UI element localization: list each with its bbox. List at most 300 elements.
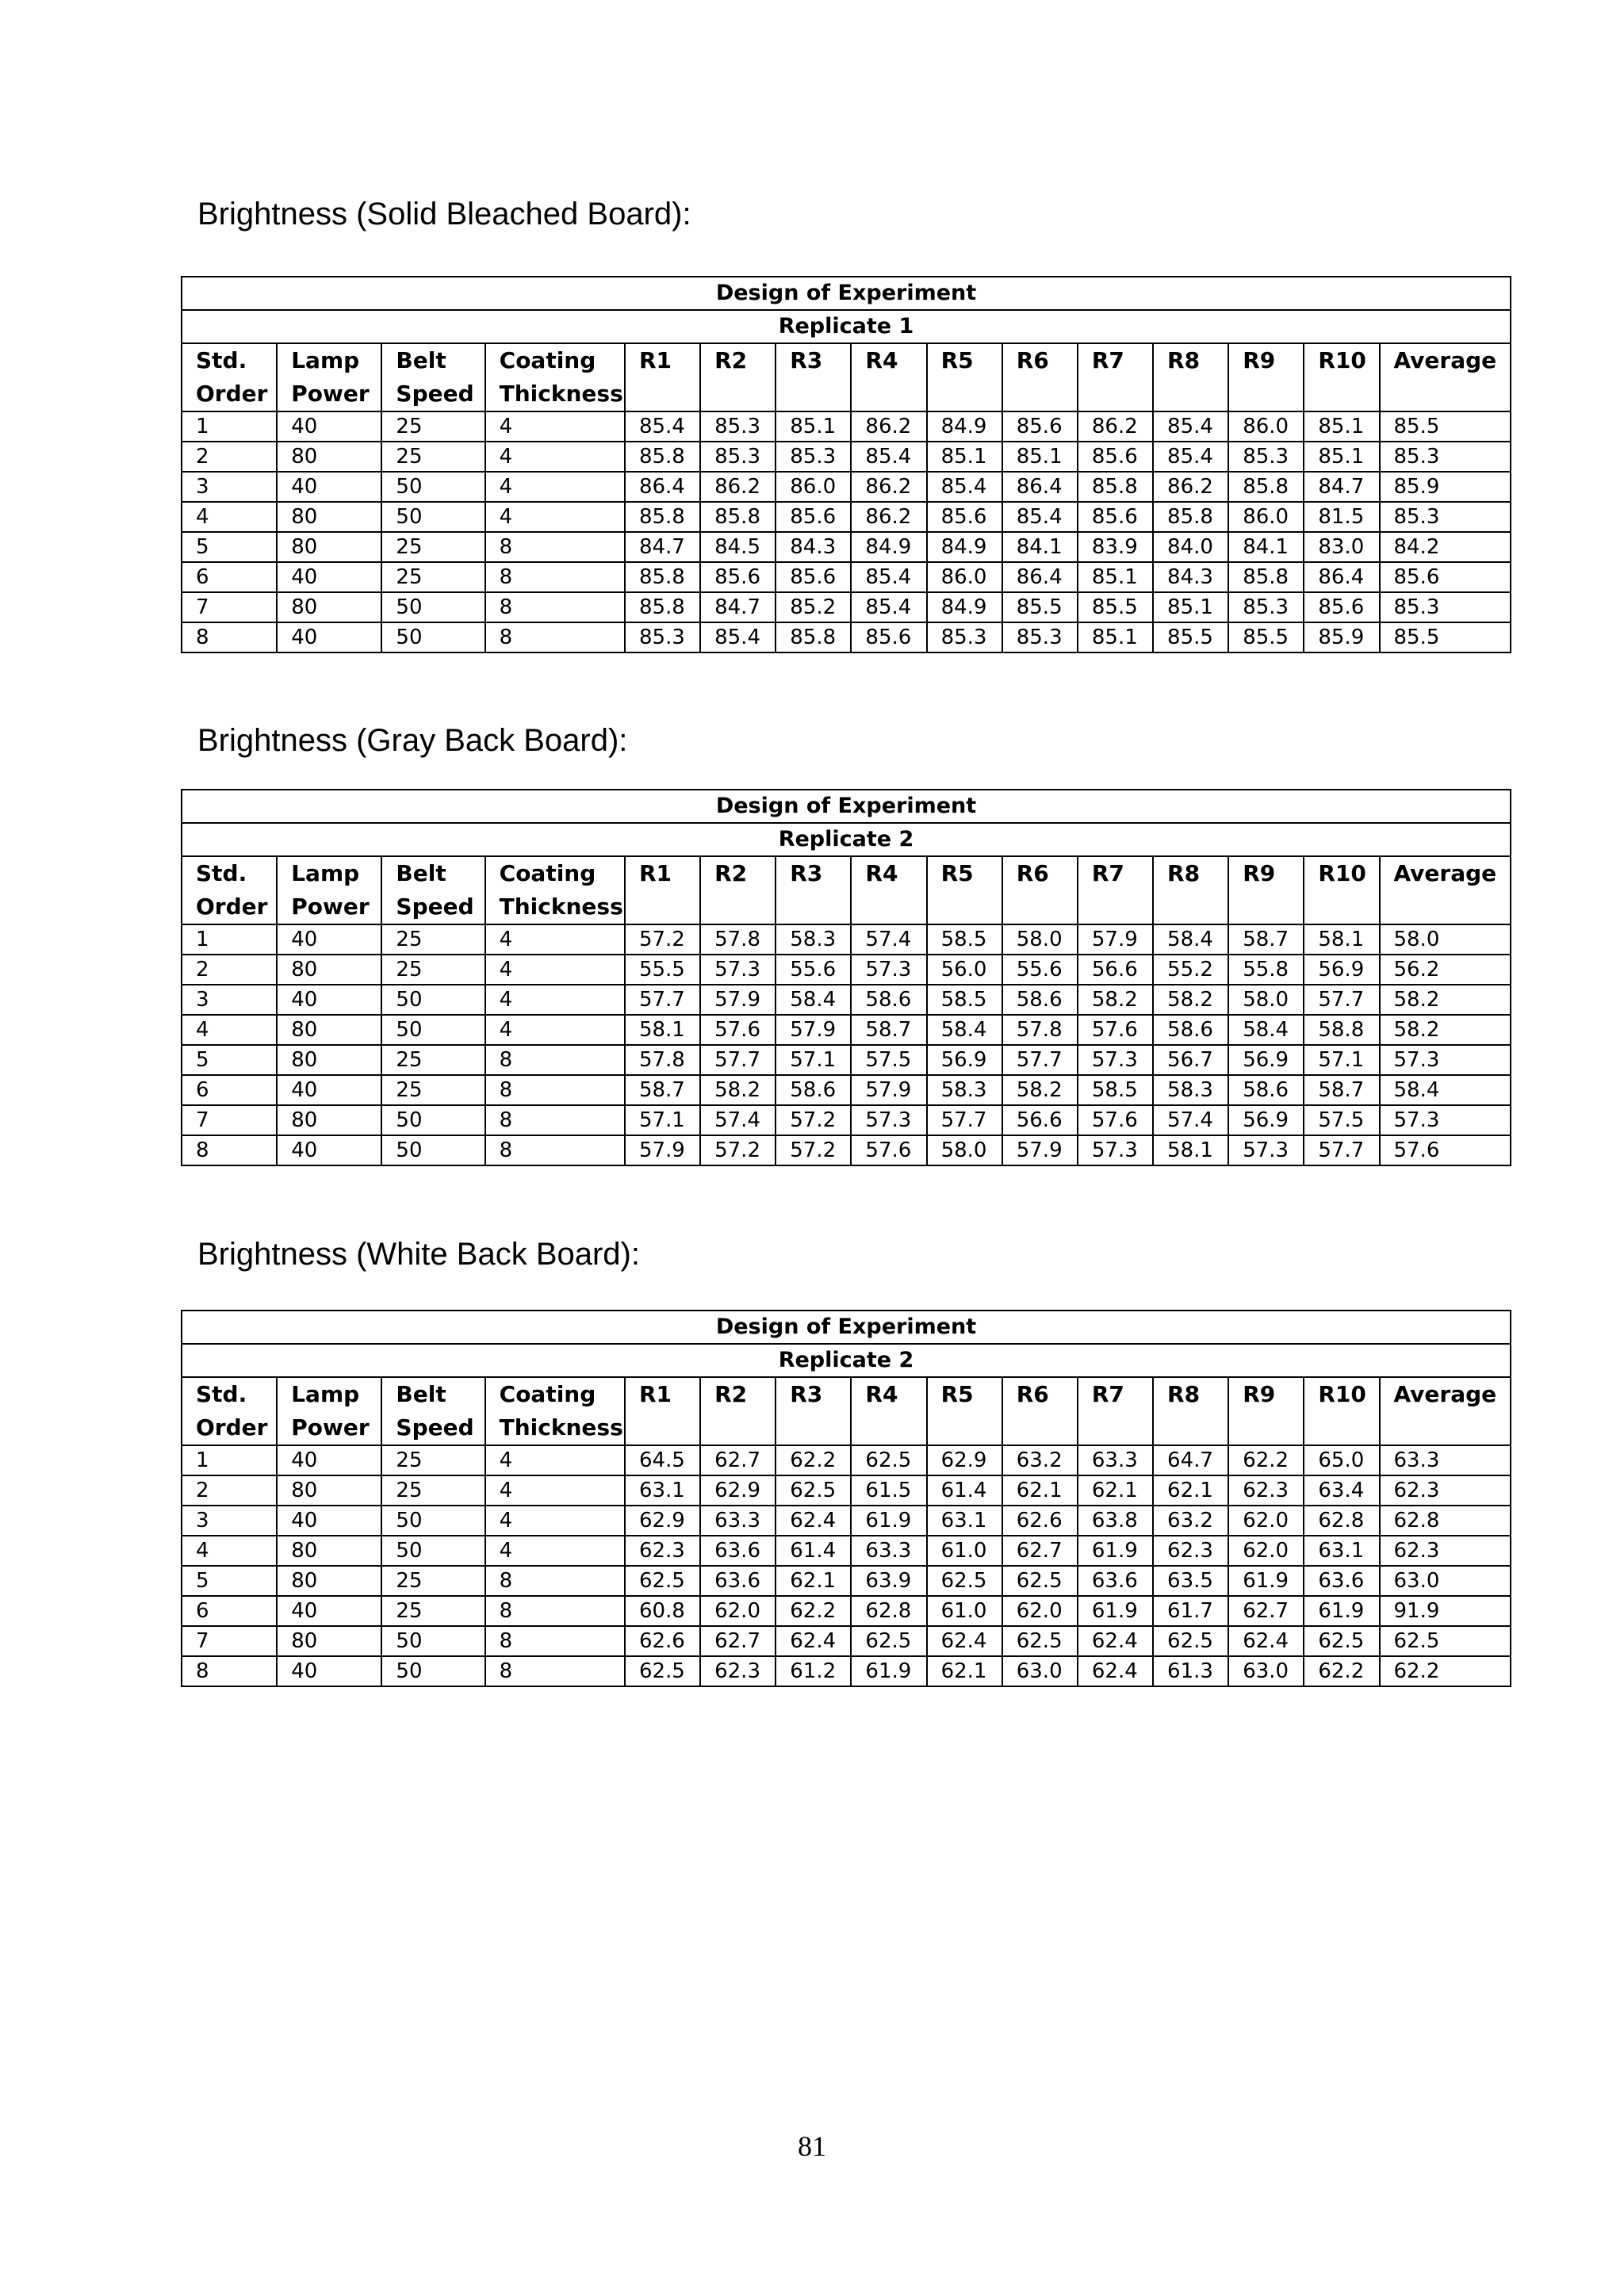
replicate-label: Replicate 1 [182,310,1511,343]
table-cell: 57.1 [625,1105,700,1135]
table-cell: 58.6 [776,1075,851,1105]
table-cell: 84.0 [1153,532,1228,562]
table-cell: 86.4 [1002,562,1078,592]
column-header: Belt Speed [381,1377,485,1445]
table-cell: 57.4 [851,924,926,955]
table-cell: 8 [485,1135,625,1165]
table-row [182,1656,1511,1686]
table-cell: 8 [485,1045,625,1075]
table-cell: 4 [485,1015,625,1045]
table-row [182,1626,1511,1656]
table-cell: 4 [485,472,625,502]
table-cell: 85.6 [1380,562,1511,592]
table-cell: 57.6 [1380,1135,1511,1165]
table-cell: 50 [381,1015,485,1045]
table-cell: 50 [381,1506,485,1536]
table-cell: 8 [485,1566,625,1596]
table-cell: 62.5 [776,1475,851,1506]
table-cell: 62.2 [1380,1656,1511,1686]
table-cell: 50 [381,1135,485,1165]
table-cell: 61.0 [927,1536,1002,1566]
table-cell: 40 [277,1135,381,1165]
table-cell: 61.9 [1228,1566,1304,1596]
table-cell: 62.5 [1153,1626,1228,1656]
table-cell: 85.8 [1078,472,1153,502]
table-row [182,442,1511,472]
header-row [182,856,1511,924]
table-cell: 2 [182,442,277,472]
replicate-row [182,1344,1511,1377]
table-cell: 57.3 [851,955,926,985]
table-cell: 62.4 [927,1626,1002,1656]
table-cell: 62.7 [1228,1596,1304,1626]
table-cell: 85.6 [1304,592,1379,622]
table-cell: 62.9 [927,1445,1002,1475]
banner-row [182,790,1511,823]
table-cell: 50 [381,622,485,652]
table-cell: 62.4 [1078,1626,1153,1656]
table-cell: 8 [485,1596,625,1626]
table-cell: 85.4 [851,592,926,622]
table-cell: 58.2 [1078,985,1153,1015]
table-cell: 63.3 [1380,1445,1511,1475]
table-cell: 56.9 [1228,1045,1304,1075]
table-cell: 57.2 [700,1135,776,1165]
table-cell: 58.6 [851,985,926,1015]
table-row [182,1105,1511,1135]
table-cell: 8 [485,1626,625,1656]
table-cell: 62.3 [1153,1536,1228,1566]
table-cell: 62.2 [776,1445,851,1475]
table-cell: 58.1 [1304,924,1379,955]
table-cell: 85.4 [927,472,1002,502]
table-cell: 62.4 [1078,1656,1153,1686]
table-cell: 85.3 [1002,622,1078,652]
table-cell: 85.8 [625,592,700,622]
table-row [182,1536,1511,1566]
table-cell: 63.6 [700,1566,776,1596]
header-row [182,343,1511,411]
table-cell: 58.4 [776,985,851,1015]
table-row [182,955,1511,985]
table-cell: 61.4 [927,1475,1002,1506]
table-cell: 58.5 [1078,1075,1153,1105]
table-cell: 85.5 [1078,592,1153,622]
table-cell: 85.1 [1078,622,1153,652]
column-header: Std. Order [182,343,277,411]
table-cell: 84.1 [1228,532,1304,562]
table-cell: 8 [485,1075,625,1105]
table-banner: Design of Experiment [182,790,1511,823]
table-cell: 40 [277,924,381,955]
table-cell: 8 [182,1135,277,1165]
section-title: Brightness (White Back Board): [197,1237,640,1272]
table-cell: 85.5 [1153,622,1228,652]
table-cell: 86.2 [851,502,926,532]
table-cell: 57.8 [625,1045,700,1075]
column-header: Average [1380,343,1511,411]
table-cell: 55.2 [1153,955,1228,985]
table-cell: 50 [381,985,485,1015]
table-cell: 57.9 [1078,924,1153,955]
table-cell: 85.8 [625,562,700,592]
table-cell: 58.1 [625,1015,700,1045]
table-cell: 57.7 [700,1045,776,1075]
table-cell: 85.3 [700,411,776,442]
table-cell: 40 [277,472,381,502]
table-cell: 58.6 [1228,1075,1304,1105]
table-cell: 84.3 [776,532,851,562]
table-cell: 8 [485,1656,625,1686]
section-title: Brightness (Gray Back Board): [197,723,628,758]
table-cell: 62.1 [1002,1475,1078,1506]
table-cell: 61.3 [1153,1656,1228,1686]
table-row [182,1596,1511,1626]
table-cell: 62.6 [625,1626,700,1656]
table-cell: 57.2 [625,924,700,955]
table-cell: 7 [182,1626,277,1656]
table-cell: 85.8 [1228,562,1304,592]
table-cell: 57.9 [625,1135,700,1165]
column-header: R7 [1078,856,1153,924]
table-cell: 40 [277,1656,381,1686]
header-row [182,1377,1511,1445]
column-header: Lamp Power [277,1377,381,1445]
table-cell: 85.3 [927,622,1002,652]
table-cell: 8 [485,532,625,562]
table-cell: 86.2 [1078,411,1153,442]
table-cell: 61.9 [1078,1596,1153,1626]
table-cell: 40 [277,562,381,592]
table-cell: 4 [485,1475,625,1506]
table-row [182,411,1511,442]
table-cell: 60.8 [625,1596,700,1626]
table-cell: 62.5 [851,1626,926,1656]
section-title: Brightness (Solid Bleached Board): [197,197,691,232]
table-cell: 55.6 [1002,955,1078,985]
table-cell: 85.6 [927,502,1002,532]
column-header: R10 [1304,856,1379,924]
table-cell: 80 [277,1045,381,1075]
table-cell: 85.8 [625,442,700,472]
table-cell: 40 [277,622,381,652]
table-cell: 8 [485,622,625,652]
table-cell: 63.2 [1153,1506,1228,1536]
table-cell: 50 [381,1105,485,1135]
table-cell: 50 [381,1626,485,1656]
table-cell: 83.9 [1078,532,1153,562]
table-cell: 62.3 [625,1536,700,1566]
table-cell: 57.5 [851,1045,926,1075]
table-cell: 3 [182,1506,277,1536]
table-cell: 25 [381,924,485,955]
table-cell: 57.6 [1078,1105,1153,1135]
table-cell: 58.7 [1228,924,1304,955]
table-cell: 56.9 [1228,1105,1304,1135]
table-cell: 25 [381,1596,485,1626]
table-cell: 25 [381,1566,485,1596]
table-row [182,532,1511,562]
table-cell: 86.4 [625,472,700,502]
table-cell: 63.6 [1078,1566,1153,1596]
column-header: R8 [1153,1377,1228,1445]
table-cell: 58.1 [1153,1135,1228,1165]
column-header: R4 [851,856,926,924]
table-cell: 86.0 [776,472,851,502]
table-cell: 62.0 [1002,1596,1078,1626]
column-header: Std. Order [182,856,277,924]
table-banner: Design of Experiment [182,277,1511,310]
table-cell: 85.8 [700,502,776,532]
table-cell: 58.0 [1228,985,1304,1015]
table-cell: 57.2 [776,1105,851,1135]
table-cell: 61.2 [776,1656,851,1686]
column-header: Lamp Power [277,856,381,924]
column-header: R3 [776,856,851,924]
table-cell: 62.9 [700,1475,776,1506]
replicate-label: Replicate 2 [182,823,1511,856]
table-cell: 56.7 [1153,1045,1228,1075]
column-header: R7 [1078,1377,1153,1445]
table-cell: 80 [277,1566,381,1596]
table-cell: 57.8 [700,924,776,955]
table-cell: 85.5 [1380,411,1511,442]
table-cell: 57.9 [1002,1135,1078,1165]
table-cell: 62.1 [776,1566,851,1596]
table-cell: 62.8 [1380,1506,1511,1536]
column-header: Lamp Power [277,343,381,411]
table-cell: 85.9 [1304,622,1379,652]
table-cell: 62.1 [1078,1475,1153,1506]
table-cell: 62.5 [1380,1626,1511,1656]
table-cell: 62.6 [1002,1506,1078,1536]
table-cell: 91.9 [1380,1596,1511,1626]
table-cell: 40 [277,985,381,1015]
table-cell: 58.2 [1002,1075,1078,1105]
table-cell: 64.5 [625,1445,700,1475]
table-row [182,1045,1511,1075]
column-header: Std. Order [182,1377,277,1445]
table-cell: 86.2 [700,472,776,502]
table-cell: 84.7 [700,592,776,622]
table-cell: 85.1 [1153,592,1228,622]
table-row [182,1506,1511,1536]
banner-row [182,1311,1511,1344]
table-cell: 61.7 [1153,1596,1228,1626]
table-cell: 63.3 [1078,1445,1153,1475]
table-cell: 63.5 [1153,1566,1228,1596]
table-cell: 62.4 [776,1626,851,1656]
column-header: R5 [927,856,1002,924]
table-cell: 65.0 [1304,1445,1379,1475]
table-cell: 50 [381,1536,485,1566]
table-row [182,1566,1511,1596]
table-cell: 4 [182,1536,277,1566]
table-cell: 8 [485,592,625,622]
table-cell: 61.9 [851,1656,926,1686]
table-cell: 83.0 [1304,532,1379,562]
table-cell: 58.4 [1380,1075,1511,1105]
table-cell: 4 [485,924,625,955]
column-header: Average [1380,1377,1511,1445]
table-cell: 85.5 [1380,622,1511,652]
table-cell: 25 [381,955,485,985]
table-cell: 80 [277,1626,381,1656]
table-cell: 58.4 [1153,924,1228,955]
table-cell: 6 [182,1075,277,1105]
table-cell: 4 [485,502,625,532]
column-header: R9 [1228,1377,1304,1445]
table-cell: 57.1 [776,1045,851,1075]
table-cell: 80 [277,442,381,472]
table-cell: 61.4 [776,1536,851,1566]
table-cell: 85.4 [1153,442,1228,472]
column-header: R7 [1078,343,1153,411]
table-cell: 85.1 [776,411,851,442]
table-row [182,1075,1511,1105]
table-cell: 40 [277,1596,381,1626]
table-cell: 85.1 [1002,442,1078,472]
table-cell: 4 [485,1506,625,1536]
table-cell: 57.3 [1078,1135,1153,1165]
column-header: Belt Speed [381,856,485,924]
table-cell: 57.7 [927,1105,1002,1135]
table-cell: 4 [485,955,625,985]
table-cell: 61.9 [851,1506,926,1536]
table-cell: 85.8 [625,502,700,532]
table-cell: 85.3 [1380,442,1511,472]
table-cell: 85.8 [1228,472,1304,502]
table-cell: 62.7 [1002,1536,1078,1566]
table-cell: 85.4 [851,562,926,592]
table-cell: 84.1 [1002,532,1078,562]
table-cell: 86.0 [1228,502,1304,532]
table-cell: 85.1 [1304,411,1379,442]
table-cell: 25 [381,532,485,562]
table-cell: 84.9 [927,592,1002,622]
table-cell: 80 [277,1105,381,1135]
table-cell: 5 [182,532,277,562]
table-cell: 85.4 [625,411,700,442]
table-cell: 63.0 [1228,1656,1304,1686]
table-cell: 25 [381,1445,485,1475]
table-cell: 62.5 [1002,1626,1078,1656]
table-cell: 57.6 [700,1015,776,1045]
table-cell: 63.0 [1380,1566,1511,1596]
table-row [182,1135,1511,1165]
table-row [182,1015,1511,1045]
column-header: R1 [625,343,700,411]
column-header: R3 [776,343,851,411]
table-cell: 80 [277,1015,381,1045]
table-cell: 80 [277,955,381,985]
table-cell: 84.7 [625,532,700,562]
table-cell: 57.7 [1002,1045,1078,1075]
table-cell: 62.3 [1228,1475,1304,1506]
table-cell: 8 [182,622,277,652]
table-cell: 4 [485,1445,625,1475]
table-cell: 58.8 [1304,1015,1379,1045]
table-cell: 85.8 [776,622,851,652]
table-cell: 7 [182,1105,277,1135]
table-cell: 7 [182,592,277,622]
column-header: Coating Thickness [485,343,625,411]
table-cell: 63.8 [1078,1506,1153,1536]
column-header: R6 [1002,343,1078,411]
table-cell: 25 [381,442,485,472]
table-cell: 85.3 [700,442,776,472]
table-cell: 80 [277,502,381,532]
table-cell: 85.3 [1380,502,1511,532]
table-cell: 81.5 [1304,502,1379,532]
table-cell: 62.1 [1153,1475,1228,1506]
column-header: Coating Thickness [485,856,625,924]
column-header: R2 [700,1377,776,1445]
doe-table-solid-bleached [181,276,1511,653]
column-header: Belt Speed [381,343,485,411]
table-cell: 85.6 [1002,411,1078,442]
table-cell: 63.1 [625,1475,700,1506]
table-cell: 55.5 [625,955,700,985]
table-cell: 57.7 [625,985,700,1015]
table-cell: 62.0 [1228,1536,1304,1566]
table-cell: 85.1 [927,442,1002,472]
table-cell: 80 [277,1475,381,1506]
table-cell: 62.8 [1304,1506,1379,1536]
table-cell: 63.3 [851,1536,926,1566]
table-cell: 62.2 [776,1596,851,1626]
column-header: R5 [927,343,1002,411]
table-cell: 62.5 [1304,1626,1379,1656]
table-cell: 57.3 [1228,1135,1304,1165]
table-cell: 86.0 [927,562,1002,592]
table-cell: 62.5 [1002,1566,1078,1596]
table-cell: 40 [277,411,381,442]
table-cell: 62.3 [1380,1475,1511,1506]
table-cell: 4 [485,1536,625,1566]
table-cell: 58.5 [927,985,1002,1015]
table-cell: 57.3 [700,955,776,985]
table-cell: 5 [182,1566,277,1596]
table-row [182,502,1511,532]
table-cell: 64.7 [1153,1445,1228,1475]
table-cell: 86.2 [851,472,926,502]
table-cell: 57.9 [700,985,776,1015]
doe-table-white-back [181,1310,1511,1687]
table-cell: 62.3 [700,1656,776,1686]
table-cell: 58.6 [1002,985,1078,1015]
banner-row [182,277,1511,310]
column-header: Coating Thickness [485,1377,625,1445]
table-cell: 85.6 [1078,442,1153,472]
column-header: R4 [851,343,926,411]
table-cell: 4 [182,1015,277,1045]
table-cell: 25 [381,562,485,592]
table-cell: 62.5 [851,1445,926,1475]
table-row [182,1445,1511,1475]
table-cell: 25 [381,1475,485,1506]
table-cell: 63.2 [1002,1445,1078,1475]
table-cell: 55.6 [776,955,851,985]
table-cell: 40 [277,1506,381,1536]
table-cell: 84.5 [700,532,776,562]
page-number: 81 [798,2130,826,2162]
table-cell: 62.0 [700,1596,776,1626]
replicate-label: Replicate 2 [182,1344,1511,1377]
table-cell: 63.3 [700,1506,776,1536]
column-header: R9 [1228,343,1304,411]
table-cell: 62.0 [1228,1506,1304,1536]
